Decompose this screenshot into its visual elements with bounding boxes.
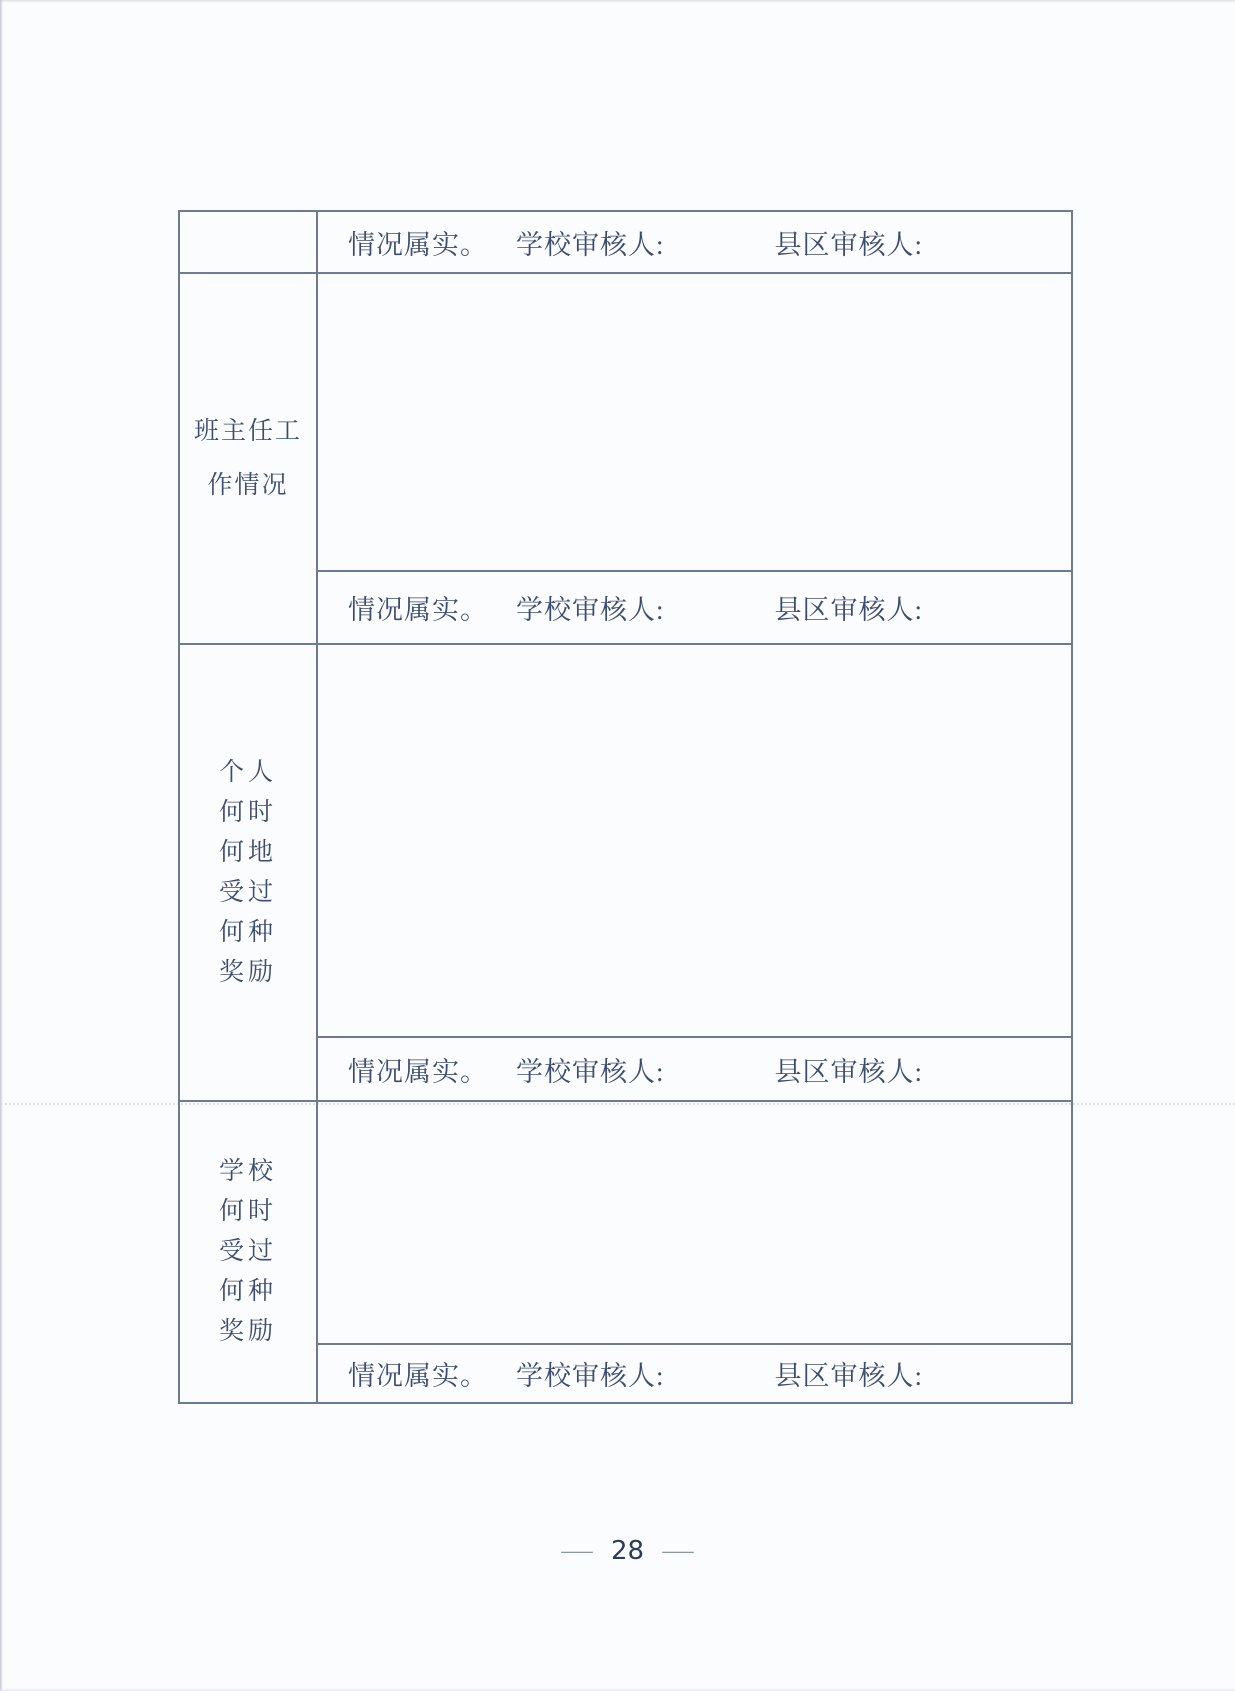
section-head-teacher-work xyxy=(180,274,1071,645)
section-label-line: 奖励 xyxy=(218,1318,277,1345)
label-cell-personal-awards xyxy=(180,645,318,1100)
school-reviewer-label: 学校审核人: xyxy=(516,1361,665,1391)
section-label-line: 奖励 xyxy=(218,958,277,986)
label-cell-empty xyxy=(180,212,318,272)
section-right-column xyxy=(318,1102,1071,1402)
page-number-dash-right: — xyxy=(662,1538,694,1564)
statement-text: 情况属实。 xyxy=(348,229,488,260)
section-right-column xyxy=(318,274,1071,643)
section-label-line: 作情况 xyxy=(207,471,289,499)
section-label-line: 学校 xyxy=(218,1158,277,1185)
scan-edge-left xyxy=(0,0,3,1691)
section-personal-awards xyxy=(180,645,1071,1102)
label-cell-head-teacher-work xyxy=(180,274,318,643)
statement-text: 情况属实。 xyxy=(348,595,488,625)
section-label-line: 受过 xyxy=(218,878,277,906)
section-label-line: 何时 xyxy=(218,1198,277,1225)
table-row-carryover xyxy=(180,212,1071,274)
section-school-awards xyxy=(180,1102,1071,1402)
content-area-personal-awards xyxy=(318,645,1071,1036)
school-reviewer-label: 学校审核人: xyxy=(516,229,665,260)
label-cell-school-awards xyxy=(180,1102,318,1402)
section-label-line: 何种 xyxy=(218,1278,277,1305)
verification-row-head-teacher-work xyxy=(318,570,1071,643)
county-reviewer-label: 县区审核人: xyxy=(774,1361,924,1391)
verification-row-school-awards xyxy=(318,1343,1071,1402)
section-label-line: 受过 xyxy=(218,1238,277,1265)
section-label-line: 何地 xyxy=(218,838,277,866)
school-reviewer-label: 学校审核人: xyxy=(516,595,665,625)
content-area-school-awards xyxy=(318,1102,1071,1343)
page-number-value: 28 xyxy=(610,1536,645,1566)
section-right-column xyxy=(318,645,1071,1100)
verification-row-carryover xyxy=(318,212,923,272)
school-reviewer-label: 学校审核人: xyxy=(516,1056,665,1087)
statement-text: 情况属实。 xyxy=(348,1361,488,1391)
county-reviewer-label: 县区审核人: xyxy=(774,595,924,625)
scan-edge-top xyxy=(0,0,1235,3)
awards-verification-table xyxy=(178,210,1073,1404)
section-label-line: 个人 xyxy=(218,758,277,786)
verification-row-personal-awards xyxy=(318,1036,1071,1100)
county-reviewer-label: 县区审核人: xyxy=(774,229,924,260)
section-label-line: 班主任工 xyxy=(193,417,302,445)
content-area-head-teacher-work xyxy=(318,274,1071,570)
section-label-line: 何种 xyxy=(218,918,277,946)
page-number-dash-left: — xyxy=(561,1538,593,1564)
county-reviewer-label: 县区审核人: xyxy=(774,1056,924,1087)
page-number xyxy=(0,1538,1235,1564)
section-label-line: 何时 xyxy=(218,798,277,826)
statement-text: 情况属实。 xyxy=(348,1056,488,1087)
